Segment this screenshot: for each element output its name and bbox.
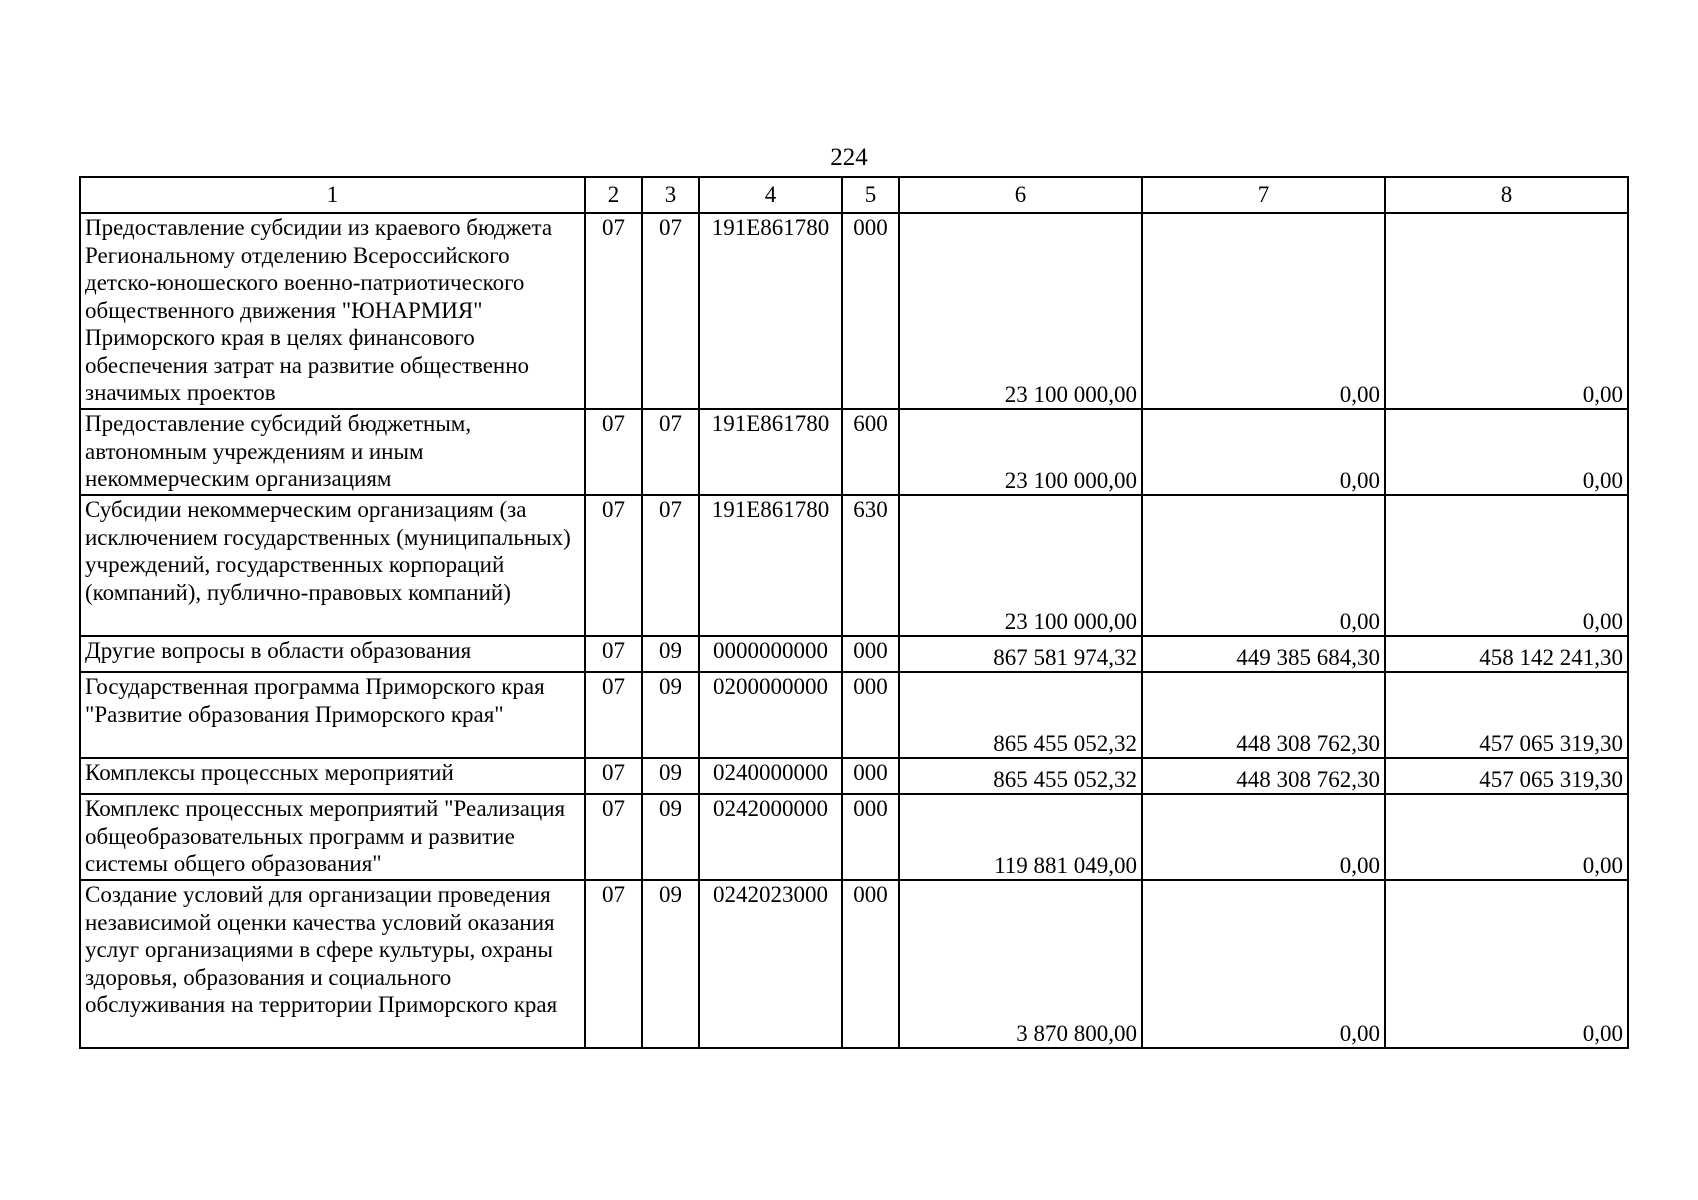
- row-amount-col7: 0,00: [1142, 794, 1385, 880]
- table-row: [80, 758, 1628, 794]
- row-description: Предоставление субсидии из краевого бюджета Региональному отделению Всероссийского детско-юношеского военно-патриотического общественного движения "ЮНАРМИЯ" Приморского края в целях финансового обеспечения затрат на развитие общественно значимых проектов: [80, 213, 585, 409]
- row-amount-col8: 0,00: [1385, 213, 1628, 409]
- header-cell-1: 1: [80, 177, 585, 213]
- row-section-code: 07: [585, 794, 642, 880]
- row-target-article-code: 0240000000: [699, 758, 842, 794]
- row-section-code: 07: [585, 636, 642, 672]
- row-amount-col6: 23 100 000,00: [899, 495, 1142, 636]
- header-cell-8: 8: [1385, 177, 1628, 213]
- header-cell-3: 3: [642, 177, 699, 213]
- row-description: Государственная программа Приморского края "Развитие образования Приморского края": [80, 672, 585, 758]
- row-target-article-code: 0000000000: [699, 636, 842, 672]
- table-row: [80, 636, 1628, 672]
- budget-table: [79, 176, 1629, 1049]
- header-cell-6: 6: [899, 177, 1142, 213]
- row-amount-col6: 865 455 052,32: [899, 758, 1142, 794]
- row-amount-col7: 448 308 762,30: [1142, 672, 1385, 758]
- row-amount-col7: 449 385 684,30: [1142, 636, 1385, 672]
- row-amount-col6: 23 100 000,00: [899, 213, 1142, 409]
- header-cell-4: 4: [699, 177, 842, 213]
- row-amount-col8: 0,00: [1385, 409, 1628, 495]
- row-amount-col6: 3 870 800,00: [899, 880, 1142, 1048]
- row-amount-col7: 448 308 762,30: [1142, 758, 1385, 794]
- row-amount-col8: 457 065 319,30: [1385, 758, 1628, 794]
- row-subsection-code: 07: [642, 409, 699, 495]
- table-header-row: [80, 177, 1628, 213]
- table-row: [80, 213, 1628, 409]
- row-amount-col8: 0,00: [1385, 495, 1628, 636]
- row-amount-col7: 0,00: [1142, 880, 1385, 1048]
- row-expense-type-code: 000: [842, 758, 899, 794]
- row-subsection-code: 09: [642, 880, 699, 1048]
- row-target-article-code: 0242000000: [699, 794, 842, 880]
- table-row: [80, 409, 1628, 495]
- header-cell-2: 2: [585, 177, 642, 213]
- row-description: Предоставление субсидий бюджетным, автономным учреждениям и иным некоммерческим организациям: [80, 409, 585, 495]
- row-section-code: 07: [585, 672, 642, 758]
- row-amount-col7: 0,00: [1142, 409, 1385, 495]
- row-section-code: 07: [585, 758, 642, 794]
- row-description: Комплексы процессных мероприятий: [80, 758, 585, 794]
- row-section-code: 07: [585, 213, 642, 409]
- header-cell-7: 7: [1142, 177, 1385, 213]
- row-subsection-code: 09: [642, 794, 699, 880]
- row-subsection-code: 09: [642, 758, 699, 794]
- row-section-code: 07: [585, 880, 642, 1048]
- row-subsection-code: 07: [642, 213, 699, 409]
- row-description: Другие вопросы в области образования: [80, 636, 585, 672]
- row-amount-col6: 119 881 049,00: [899, 794, 1142, 880]
- row-amount-col8: 458 142 241,30: [1385, 636, 1628, 672]
- row-amount-col6: 23 100 000,00: [899, 409, 1142, 495]
- row-amount-col7: 0,00: [1142, 213, 1385, 409]
- row-expense-type-code: 000: [842, 880, 899, 1048]
- row-description: Комплекс процессных мероприятий "Реализация общеобразовательных программ и развитие системы общего образования": [80, 794, 585, 880]
- row-target-article-code: 191E861780: [699, 495, 842, 636]
- row-target-article-code: 0200000000: [699, 672, 842, 758]
- row-target-article-code: 191E861780: [699, 213, 842, 409]
- row-target-article-code: 0242023000: [699, 880, 842, 1048]
- table-row: [80, 672, 1628, 758]
- row-expense-type-code: 000: [842, 636, 899, 672]
- row-expense-type-code: 630: [842, 495, 899, 636]
- table-row: [80, 880, 1628, 1048]
- row-expense-type-code: 000: [842, 672, 899, 758]
- row-amount-col8: 0,00: [1385, 880, 1628, 1048]
- row-amount-col6: 867 581 974,32: [899, 636, 1142, 672]
- row-section-code: 07: [585, 409, 642, 495]
- row-section-code: 07: [585, 495, 642, 636]
- row-subsection-code: 09: [642, 672, 699, 758]
- table-row: [80, 794, 1628, 880]
- row-amount-col7: 0,00: [1142, 495, 1385, 636]
- page-number: 224: [830, 144, 868, 171]
- row-amount-col8: 0,00: [1385, 794, 1628, 880]
- row-description: Субсидии некоммерческим организациям (за исключением государственных (муниципальных) учреждений, государственных корпораций (компаний), публично-правовых компаний): [80, 495, 585, 636]
- row-amount-col8: 457 065 319,30: [1385, 672, 1628, 758]
- row-expense-type-code: 600: [842, 409, 899, 495]
- header-cell-5: 5: [842, 177, 899, 213]
- row-subsection-code: 07: [642, 495, 699, 636]
- row-target-article-code: 191E861780: [699, 409, 842, 495]
- row-amount-col6: 865 455 052,32: [899, 672, 1142, 758]
- row-expense-type-code: 000: [842, 794, 899, 880]
- row-description: Создание условий для организации проведения независимой оценки качества условий оказания услуг организациями в сфере культуры, охраны здоровья, образования и социального обслуживания на территории Приморского края: [80, 880, 585, 1048]
- row-subsection-code: 09: [642, 636, 699, 672]
- row-expense-type-code: 000: [842, 213, 899, 409]
- table-row: [80, 495, 1628, 636]
